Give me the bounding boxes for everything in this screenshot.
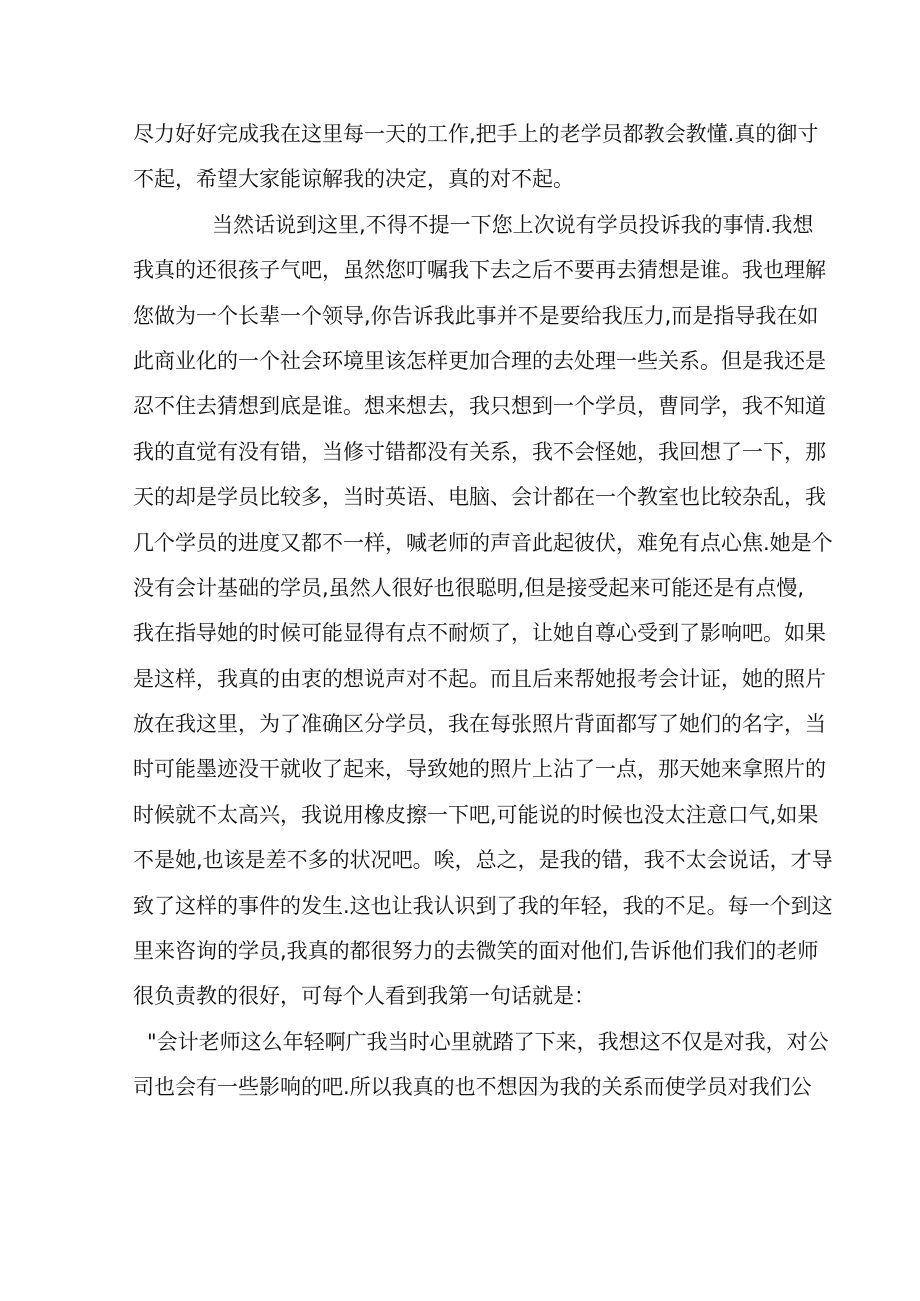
text-line: 忍不住去猜想到底是谁。想来想去，我只想到一个学员，曹同学，我不知道 [133, 394, 826, 419]
text-line: 没有会计基础的学员,虽然人很好也很聪明,但是接受起来可能还是有点慢, [133, 575, 805, 600]
text-line: 致了这样的事件的发生.这也让我认识到了我的年轻，我的不足。每一个到这 [133, 893, 833, 918]
quote-start-line: "会计老师这么年轻啊广我当时心里就踏了下来，我想这不仅是对我，对公 [147, 1029, 829, 1054]
text-line: 时可能墨迹没干就收了起来，导致她的照片上沾了一点，那天她来拿照片的 [133, 757, 826, 782]
text-line: 您做为一个长辈一个领导,你告诉我此事并不是要给我压力,而是指导我在如 [133, 303, 819, 328]
text-line: 不是她,也该是差不多的状况吧。唉，总之，是我的错，我不太会说话，才导 [133, 848, 833, 873]
text-line: 放在我这里，为了准确区分学员，我在每张照片背面都写了她们的名字，当 [133, 712, 826, 737]
text-line: 此商业化的一个社会环境里该怎样更加合理的去处理一些关系。但是我还是 [133, 348, 826, 373]
text-line: 我的直觉有没有错，当修寸错都没有关系，我不会怪她，我回想了一下，那 [133, 439, 826, 464]
text-line: 是这样，我真的由衷的想说声对不起。而且后来帮她报考会计证，她的照片 [133, 666, 826, 691]
text-line: 很负责教的很好，可每个人看到我第一句话就是： [133, 984, 595, 1009]
text-line: 时候就不太高兴，我说用橡皮擦一下吧,可能说的时候也没太注意口气,如果 [133, 802, 819, 827]
text-line: 我在指导她的时候可能显得有点不耐烦了，让她自尊心受到了影响吧。如果 [133, 621, 826, 646]
text-line: 天的却是学员比较多，当时英语、电脑、会计都在一个教室也比较杂乱，我 [133, 485, 826, 510]
text-line: 尽力好好完成我在这里每一天的工作,把手上的老学员都教会教懂.真的御寸 [133, 122, 819, 146]
text-line: 几个学员的进度又都不一样，喊老师的声音此起彼伏，难免有点心焦.她是个 [133, 530, 833, 555]
paragraph-start-line: 当然话说到这里,不得不提一下您上次说有学员投诉我的事情.我想 [212, 212, 814, 237]
body-text [133, 112, 833, 1111]
text-line: 不起，希望大家能谅解我的决定，真的对不起。 [133, 167, 574, 192]
text-line: 我真的还很孩子气吧，虽然您叮嘱我下去之后不要再去猜想是谁。我也理解 [133, 258, 826, 283]
text-line: 里来咨询的学员,我真的都很努力的去微笑的面对他们,告诉他们我们的老师 [133, 939, 819, 964]
text-line: 司也会有一些影响的吧.所以我真的也不想因为我的关系而使学员对我们公 [133, 1075, 812, 1100]
